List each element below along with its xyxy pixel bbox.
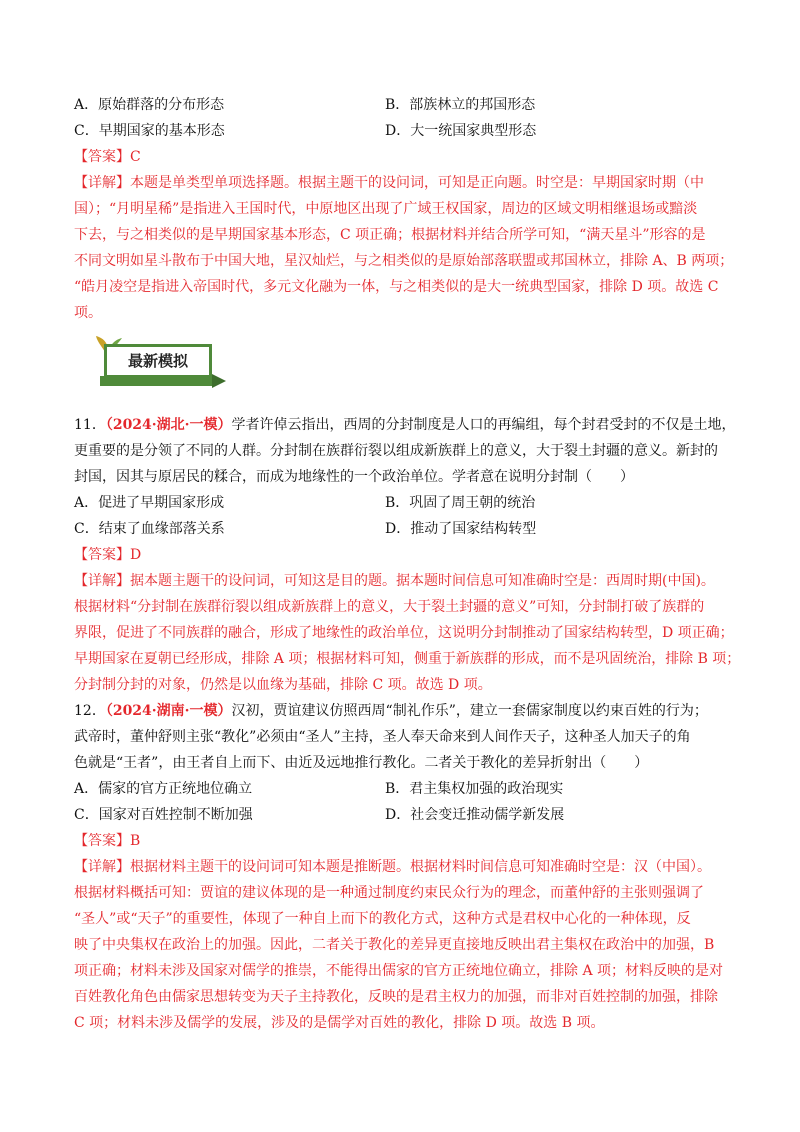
q10-option-b: B．部族林立的邦国形态 xyxy=(385,97,536,113)
answer-value: B xyxy=(130,833,141,849)
question-source: （2024·湖南·一模） xyxy=(105,703,232,719)
q11-detail-line: 根据材料“分封制在族群衍裂以组成新族群上的意义，大于裂土封疆的意义”可知，分封制打破了族群的 xyxy=(74,599,705,615)
q10-detail-line: “皓月凌空是指进入帝国时代，多元文化融为一体，与之相类似的是大一统典型国家，排除 D 项。故选 C xyxy=(74,279,719,295)
q11-detail-line: 界限，促进了不同族群的融合，形成了地缘性的政治单位，这说明分封制推动了国家结构转型，D 项正确； xyxy=(74,625,734,641)
q11-option-c: C．结束了血缘部落关系 xyxy=(74,521,225,537)
q12-option-c: C．国家对百姓控制不断加强 xyxy=(74,807,253,823)
answer-label: 【答案】 xyxy=(74,833,130,849)
q12-detail-line: C 项；材料未涉及儒学的发展，涉及的是儒学对百姓的教化，排除 D 项。故选 B 项。 xyxy=(74,1015,605,1031)
q12-stem-line xyxy=(74,698,734,724)
q12-detail-line: 项正确；材料未涉及国家对儒学的推崇，不能得出儒家的官方正统地位确立，排除 A 项；材料反映的是对 xyxy=(74,963,724,979)
answer-label: 【答案】 xyxy=(74,547,130,563)
q12-option-a: A．儒家的官方正统地位确立 xyxy=(74,781,253,797)
q12-detail-line: 映了中央集权在政治上的加强。因此，二者关于教化的差异更直接地反映出君主集权在政治中的加强，B xyxy=(74,937,715,953)
q11-stem-line: 封国，因其与原居民的糅合，而成为地缘性的一个政治单位。学者意在说明分封制（ ） xyxy=(74,469,634,485)
q11-detail-line: 【详解】据本题主题干的设问词，可知这是目的题。据本题时间信息可知准确时空是：西周时期(中国)。 xyxy=(74,573,715,589)
question-source: （2024·湖北·一模） xyxy=(105,417,232,433)
q12-option-d: D．社会变迁推动儒学新发展 xyxy=(385,807,565,823)
q12-option-b: B．君主集权加强的政治现实 xyxy=(385,781,564,797)
q11-stem-line: 更重要的是分领了不同的人群。分封制在族群衍裂以组成新族群上的意义，大于裂土封疆的意义。新封的 xyxy=(74,443,718,459)
banner-title: 最新模拟 xyxy=(127,352,188,370)
q10-detail-line: 【详解】本题是单类型单项选择题。根据主题干的设问词，可知是正向题。时空是：早期国家时期（中 xyxy=(74,175,704,191)
q11-option-a: A．促进了早期国家形成 xyxy=(74,495,225,511)
q12-detail-line: “圣人”或“天子”的重要性，体现了一种自上而下的教化方式，这种方式是君权中心化的一种体现，反 xyxy=(74,911,691,927)
q10-detail-line: 项。 xyxy=(74,305,102,321)
q11-option-d: D．推动了国家结构转型 xyxy=(385,521,537,537)
q10-detail-line: 国）；“月明星稀”是指进入王国时代，中原地区出现了广域王权国家，周边的区域文明相继退场或黯淡 xyxy=(74,201,698,217)
q12-answer xyxy=(74,828,734,854)
stem-text: 汉初，贾谊建议仿照西周“制礼作乐”，建立一套儒家制度以约束百姓的行为； xyxy=(231,703,708,719)
question-number: 11． xyxy=(74,417,106,433)
q10-option-c: C．早期国家的基本形态 xyxy=(74,123,225,139)
q12-detail-line: 【详解】根据材料主题干的设问词可知本题是推断题。根据材料时间信息可知准确时空是：汉（中国）。 xyxy=(74,859,711,875)
q10-detail-line: 不同文明如星斗散布于中国大地，星汉灿烂，与之相类似的是原始部落联盟或邦国林立，排除 A、B 两项； xyxy=(74,253,734,269)
q12-stem-line: 武帝时，董仲舒则主张“教化”必须由“圣人”主持，圣人奉天命来到人间作天子，这种圣人加天子的角 xyxy=(74,729,691,745)
q12-stem-line: 色就是“王者”，由王者自上而下、由近及远地推行教化。二者关于教化的差异折射出（ ） xyxy=(74,755,649,771)
q12-detail-line: 根据材料概括可知：贾谊的建议体现的是一种通过制度约束民众行为的理念，而董仲舒的主张则强调了 xyxy=(74,885,704,901)
q10-answer xyxy=(74,144,734,170)
q10-option-d: D．大一统国家典型形态 xyxy=(385,123,537,139)
banner-ribbon-tail xyxy=(212,374,226,388)
question-number: 12． xyxy=(74,703,106,719)
banner-ribbon xyxy=(100,376,216,386)
q11-detail-line: 分封制分封的对象，仍然是以血缘为基础，排除 C 项。故选 D 项。 xyxy=(74,677,492,693)
answer-value: D xyxy=(130,547,142,563)
q10-detail-line: 下去，与之相类似的是早期国家基本形态，C 项正确；根据材料并结合所学可知，“满天星斗”形容的是 xyxy=(74,227,706,243)
section-banner xyxy=(94,330,224,392)
q11-detail-line: 早期国家在夏朝已经形成，排除 A 项；根据材料可知，侧重于新族群的形成，而不是巩固统治，排除 B 项； xyxy=(74,651,741,667)
q11-stem-line xyxy=(74,412,734,438)
q11-option-b: B．巩固了周王朝的统治 xyxy=(385,495,536,511)
answer-value: C xyxy=(130,149,141,165)
stem-text: 学者许倬云指出，西周的分封制度是人口的再编组，每个封君受封的不仅是土地， xyxy=(231,417,736,433)
q11-answer xyxy=(74,542,734,568)
answer-label: 【答案】 xyxy=(74,149,130,165)
q10-option-a: A．原始群落的分布形态 xyxy=(74,97,225,113)
q12-detail-line: 百姓教化角色由儒家思想转变为天子主持教化，反映的是君主权力的加强，而非对百姓控制的加强，排除 xyxy=(74,989,718,1005)
